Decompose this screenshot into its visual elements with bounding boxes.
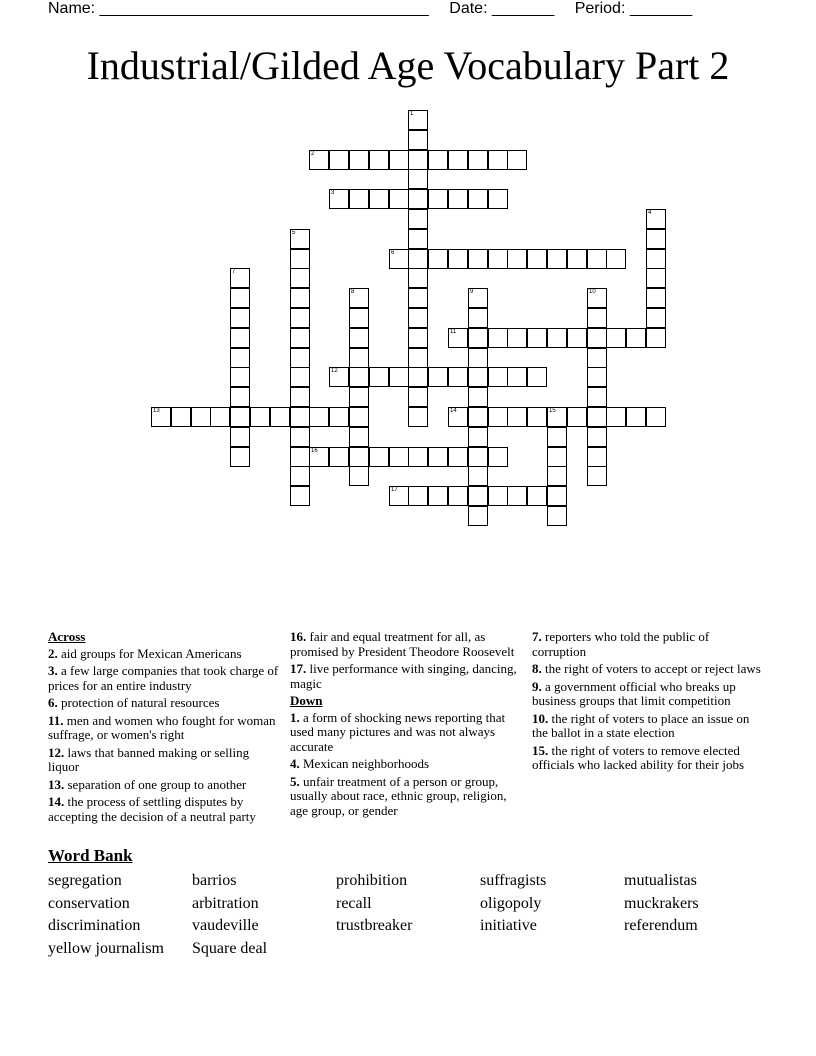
- crossword-cell[interactable]: [428, 189, 448, 209]
- crossword-cell[interactable]: [349, 308, 369, 328]
- crossword-cell[interactable]: [389, 249, 409, 269]
- crossword-cell[interactable]: [468, 348, 488, 368]
- date-field[interactable]: Date: _______: [449, 0, 555, 17]
- crossword-cell[interactable]: [587, 367, 607, 387]
- crossword-cell[interactable]: [468, 466, 488, 486]
- clue-number: 13: [153, 408, 160, 414]
- crossword-cell[interactable]: [329, 447, 349, 467]
- clue-down-7: 7. reporters who told the public of corruption: [532, 629, 710, 659]
- crossword-cell[interactable]: [428, 447, 448, 467]
- crossword-cell[interactable]: [646, 229, 666, 249]
- word-bank-item: discrimination: [48, 917, 141, 934]
- clue-number: 12: [331, 368, 338, 374]
- clue-down-4: 4. Mexican neighborhoods: [290, 756, 430, 771]
- crossword-cell[interactable]: [369, 189, 389, 209]
- clues-column-1: [48, 630, 280, 827]
- crossword-cell[interactable]: [290, 367, 310, 387]
- crossword-cell[interactable]: [547, 427, 567, 447]
- crossword-cell[interactable]: [488, 447, 508, 467]
- crossword-cell[interactable]: [428, 367, 448, 387]
- crossword-cell[interactable]: [230, 288, 250, 308]
- crossword-cell[interactable]: [408, 308, 428, 328]
- crossword-cell[interactable]: [626, 328, 646, 348]
- crossword-cell[interactable]: [606, 407, 626, 427]
- crossword-cell[interactable]: [448, 328, 468, 348]
- clues-column-3: [532, 630, 764, 776]
- crossword-cell[interactable]: [389, 486, 409, 506]
- crossword-cell[interactable]: [587, 427, 607, 447]
- crossword-cell[interactable]: [329, 407, 349, 427]
- crossword-cell[interactable]: [369, 150, 389, 170]
- crossword-cell[interactable]: [448, 407, 468, 427]
- word-bank-column: [480, 870, 546, 938]
- crossword-cell[interactable]: [468, 328, 488, 348]
- crossword-cell[interactable]: [329, 189, 349, 209]
- crossword-cell[interactable]: [547, 447, 567, 467]
- crossword-cell[interactable]: [527, 367, 547, 387]
- crossword-cell[interactable]: [646, 328, 666, 348]
- page-title: Industrial/Gilded Age Vocabulary Part 2: [86, 43, 730, 88]
- clues-column-2: [290, 630, 522, 821]
- crossword-cell[interactable]: [606, 249, 626, 269]
- crossword-cell[interactable]: [230, 427, 250, 447]
- period-field[interactable]: Period: _______: [574, 0, 693, 17]
- crossword-cell[interactable]: [448, 367, 468, 387]
- clue-down-8: 8. the right of voters to accept or reject laws: [532, 661, 761, 676]
- crossword-cell[interactable]: [171, 407, 191, 427]
- clue-across-3: 3. a few large companies that took charge of prices for an entire industry: [48, 663, 279, 693]
- crossword-cell[interactable]: [349, 189, 369, 209]
- crossword-cell[interactable]: [408, 288, 428, 308]
- crossword-cell[interactable]: [646, 249, 666, 269]
- crossword-cell[interactable]: [230, 407, 250, 427]
- crossword-cell[interactable]: [587, 308, 607, 328]
- word-bank-item: yellow journalism: [48, 939, 164, 957]
- crossword-cell[interactable]: [527, 407, 547, 427]
- clue-across-11: 11. men and women who fought for woman suffrage, or women's right: [48, 712, 276, 742]
- crossword-cell[interactable]: [468, 387, 488, 407]
- clue-down-5: 5. unfair treatment of a person or group, usually about race, ethnic group, religion, age group, or gender: [290, 773, 507, 818]
- crossword-cell[interactable]: [408, 268, 428, 288]
- crossword-cell[interactable]: [329, 367, 349, 387]
- crossword-cell[interactable]: [290, 466, 310, 486]
- crossword-cell[interactable]: [468, 308, 488, 328]
- crossword-cell[interactable]: [448, 249, 468, 269]
- crossword-cell[interactable]: [507, 249, 527, 269]
- crossword-cell[interactable]: [527, 249, 547, 269]
- crossword-cell[interactable]: [290, 427, 310, 447]
- crossword-cell[interactable]: [408, 189, 428, 209]
- crossword-cell[interactable]: [527, 328, 547, 348]
- crossword-cell[interactable]: [250, 407, 270, 427]
- crossword-cell[interactable]: [428, 486, 448, 506]
- crossword-cell[interactable]: [309, 150, 329, 170]
- crossword-cell[interactable]: [349, 150, 369, 170]
- crossword-cell[interactable]: [448, 447, 468, 467]
- crossword-cell[interactable]: [488, 328, 508, 348]
- crossword-cell[interactable]: [408, 407, 428, 427]
- word-bank-item: conservation: [48, 894, 130, 912]
- word-bank-item: Square deal: [192, 939, 268, 957]
- word-bank-column: [336, 870, 412, 938]
- crossword-cell[interactable]: [191, 407, 211, 427]
- crossword-cell[interactable]: [646, 308, 666, 328]
- crossword-cell[interactable]: [408, 209, 428, 229]
- crossword-cell[interactable]: [587, 447, 607, 467]
- clue-number: 9: [470, 289, 474, 295]
- crossword-cell[interactable]: [587, 288, 607, 308]
- crossword-cell[interactable]: [488, 249, 508, 269]
- crossword-cell[interactable]: [448, 189, 468, 209]
- crossword-cell[interactable]: [408, 447, 428, 467]
- crossword-cell[interactable]: [349, 447, 369, 467]
- clue-across-12: 12. laws that banned making or selling liquor: [48, 744, 250, 774]
- word-bank-item: initiative: [480, 917, 537, 934]
- crossword-cell[interactable]: [468, 447, 488, 467]
- crossword-cell[interactable]: [468, 506, 488, 526]
- crossword-cell[interactable]: [230, 268, 250, 288]
- crossword-cell[interactable]: [626, 407, 646, 427]
- crossword-cell[interactable]: [468, 249, 488, 269]
- word-bank-item: muckrakers: [624, 894, 699, 912]
- crossword-cell[interactable]: [408, 169, 428, 189]
- crossword-cell[interactable]: [507, 150, 527, 170]
- crossword-cell[interactable]: [587, 348, 607, 368]
- crossword-cell[interactable]: [507, 486, 527, 506]
- crossword-cell[interactable]: [507, 407, 527, 427]
- clue-across-14: 14. the process of settling disputes by accepting the decision of a neutral party: [48, 794, 256, 824]
- crossword-cell[interactable]: [349, 348, 369, 368]
- crossword-cell[interactable]: [646, 407, 666, 427]
- crossword-cell[interactable]: [389, 447, 409, 467]
- word-bank-item: suffragists: [480, 872, 547, 889]
- clue-number: 15: [549, 408, 556, 414]
- crossword-cell[interactable]: [349, 466, 369, 486]
- crossword-cell[interactable]: [547, 407, 567, 427]
- crossword-cell[interactable]: [309, 407, 329, 427]
- clue-number: 4: [648, 210, 652, 216]
- clue-number: 10: [589, 289, 596, 295]
- crossword-cell[interactable]: [408, 387, 428, 407]
- crossword-cell[interactable]: [329, 150, 349, 170]
- word-bank-column: [48, 870, 164, 960]
- crossword-cell[interactable]: [270, 407, 290, 427]
- crossword-cell[interactable]: [290, 308, 310, 328]
- crossword-cell[interactable]: [488, 189, 508, 209]
- crossword-cell[interactable]: [646, 209, 666, 229]
- crossword-cell[interactable]: [230, 348, 250, 368]
- crossword-cell[interactable]: [587, 466, 607, 486]
- crossword-cell[interactable]: [428, 249, 448, 269]
- crossword-cell[interactable]: [290, 328, 310, 348]
- crossword-cell[interactable]: [646, 288, 666, 308]
- clue-number: 17: [391, 487, 398, 493]
- crossword-cell[interactable]: [349, 387, 369, 407]
- down-heading: Down: [290, 693, 323, 708]
- word-bank-item: vaudeville: [192, 917, 259, 934]
- crossword-cell[interactable]: [290, 348, 310, 368]
- crossword-cell[interactable]: [488, 407, 508, 427]
- crossword-cell[interactable]: [547, 249, 567, 269]
- crossword-cell[interactable]: [349, 288, 369, 308]
- across-heading: Across: [48, 629, 86, 644]
- crossword-cell[interactable]: [230, 328, 250, 348]
- clue-across-2: 2. aid groups for Mexican Americans: [48, 645, 242, 661]
- clue-down-10: 10. the right of voters to place an issue on the ballot in a state election: [532, 710, 750, 740]
- word-bank-column: [192, 870, 267, 960]
- word-bank-item: prohibition: [336, 872, 408, 889]
- crossword-cell[interactable]: [488, 367, 508, 387]
- crossword-cell[interactable]: [567, 407, 587, 427]
- crossword-cell[interactable]: [547, 506, 567, 526]
- crossword-cell[interactable]: [408, 249, 428, 269]
- crossword-cell[interactable]: [408, 150, 428, 170]
- crossword-cell[interactable]: [408, 229, 428, 249]
- crossword-cell[interactable]: [468, 407, 488, 427]
- clue-number: 8: [351, 289, 355, 295]
- crossword-cell[interactable]: [507, 328, 527, 348]
- crossword-cell[interactable]: [468, 486, 488, 506]
- crossword-cell[interactable]: [349, 407, 369, 427]
- crossword-cell[interactable]: [369, 367, 389, 387]
- crossword-cell[interactable]: [210, 407, 230, 427]
- word-bank-title: Word Bank: [48, 846, 133, 865]
- clue-across-6: 6. protection of natural resources: [48, 695, 220, 710]
- word-bank-column: [624, 870, 699, 938]
- crossword-cell[interactable]: [646, 268, 666, 288]
- crossword-cell[interactable]: [587, 387, 607, 407]
- crossword-cell[interactable]: [309, 447, 329, 467]
- crossword-cell[interactable]: [567, 249, 587, 269]
- crossword-cell[interactable]: [527, 486, 547, 506]
- word-bank-item: referendum: [624, 917, 698, 934]
- crossword-cell[interactable]: [408, 110, 428, 130]
- crossword-cell[interactable]: [547, 466, 567, 486]
- clue-down-1: 1. a form of shocking news reporting that used many pictures and was not always accurate: [290, 709, 506, 754]
- crossword-cell[interactable]: [488, 486, 508, 506]
- crossword-cell[interactable]: [587, 328, 607, 348]
- crossword-cell[interactable]: [428, 150, 448, 170]
- crossword-cell[interactable]: [468, 367, 488, 387]
- crossword-cell[interactable]: [547, 486, 567, 506]
- word-bank-item: recall: [336, 894, 372, 912]
- crossword-cell[interactable]: [488, 150, 508, 170]
- crossword-cell[interactable]: [290, 447, 310, 467]
- clue-number: 3: [331, 190, 335, 196]
- crossword-cell[interactable]: [567, 328, 587, 348]
- crossword-cell[interactable]: [349, 367, 369, 387]
- crossword-cell[interactable]: [408, 486, 428, 506]
- clue-down-15: 15. the right of voters to remove elected officials who lacked ability for their jobs: [532, 742, 745, 772]
- crossword-cell[interactable]: [408, 328, 428, 348]
- crossword-cell[interactable]: [468, 288, 488, 308]
- word-bank-item: arbitration: [192, 894, 259, 912]
- crossword-cell[interactable]: [389, 189, 409, 209]
- crossword-cell[interactable]: [606, 328, 626, 348]
- clue-across-17: 17. live performance with singing, dancing, magic: [290, 661, 517, 691]
- crossword-cell[interactable]: [369, 447, 389, 467]
- crossword-cell[interactable]: [468, 150, 488, 170]
- clue-number: 6: [391, 250, 395, 256]
- name-field[interactable]: Name: _____________________________________: [48, 0, 429, 17]
- crossword-cell[interactable]: [587, 407, 607, 427]
- clue-number: 7: [232, 269, 236, 275]
- clue-number: 2: [311, 151, 315, 157]
- crossword-cell[interactable]: [507, 367, 527, 387]
- word-bank-item: barrios: [192, 872, 237, 889]
- crossword-cell[interactable]: [389, 150, 409, 170]
- clue-number: 11: [450, 329, 457, 335]
- crossword-cell[interactable]: [468, 189, 488, 209]
- crossword-cell[interactable]: [290, 229, 310, 249]
- clue-number: 16: [311, 448, 318, 454]
- crossword-cell[interactable]: [547, 328, 567, 348]
- crossword-cell[interactable]: [290, 387, 310, 407]
- crossword-cell[interactable]: [290, 486, 310, 506]
- crossword-cell[interactable]: [230, 308, 250, 328]
- crossword-cell[interactable]: [290, 249, 310, 269]
- crossword-cell[interactable]: [230, 367, 250, 387]
- crossword-cell[interactable]: [290, 407, 310, 427]
- crossword-cell[interactable]: [230, 387, 250, 407]
- crossword-cell[interactable]: [290, 268, 310, 288]
- word-bank-item: oligopoly: [480, 894, 542, 912]
- word-bank-item: mutualistas: [624, 872, 697, 889]
- crossword-cell[interactable]: [349, 427, 369, 447]
- clue-down-9: 9. a government official who breaks up business groups that limit competition: [532, 678, 736, 708]
- clue-number: 14: [450, 408, 457, 414]
- clue-across-16: 16. fair and equal treatment for all, as promised by President Theodore Roosevelt: [290, 629, 515, 659]
- crossword-cell[interactable]: [151, 407, 171, 427]
- word-bank-item: segregation: [48, 872, 122, 889]
- clue-across-13: 13. separation of one group to another: [48, 776, 247, 792]
- crossword-cell[interactable]: [290, 288, 310, 308]
- crossword-cell[interactable]: [468, 427, 488, 447]
- crossword-cell[interactable]: [448, 150, 468, 170]
- crossword-cell[interactable]: [408, 367, 428, 387]
- crossword-cell[interactable]: [230, 447, 250, 467]
- crossword-cell[interactable]: [587, 249, 607, 269]
- crossword-cell[interactable]: [349, 328, 369, 348]
- crossword-cell[interactable]: [389, 367, 409, 387]
- clue-number: 1: [410, 111, 414, 117]
- crossword-cell[interactable]: [448, 486, 468, 506]
- crossword-cell[interactable]: [408, 130, 428, 150]
- word-bank-item: trustbreaker: [336, 917, 413, 934]
- crossword-cell[interactable]: [408, 348, 428, 368]
- clue-number: 5: [292, 230, 296, 236]
